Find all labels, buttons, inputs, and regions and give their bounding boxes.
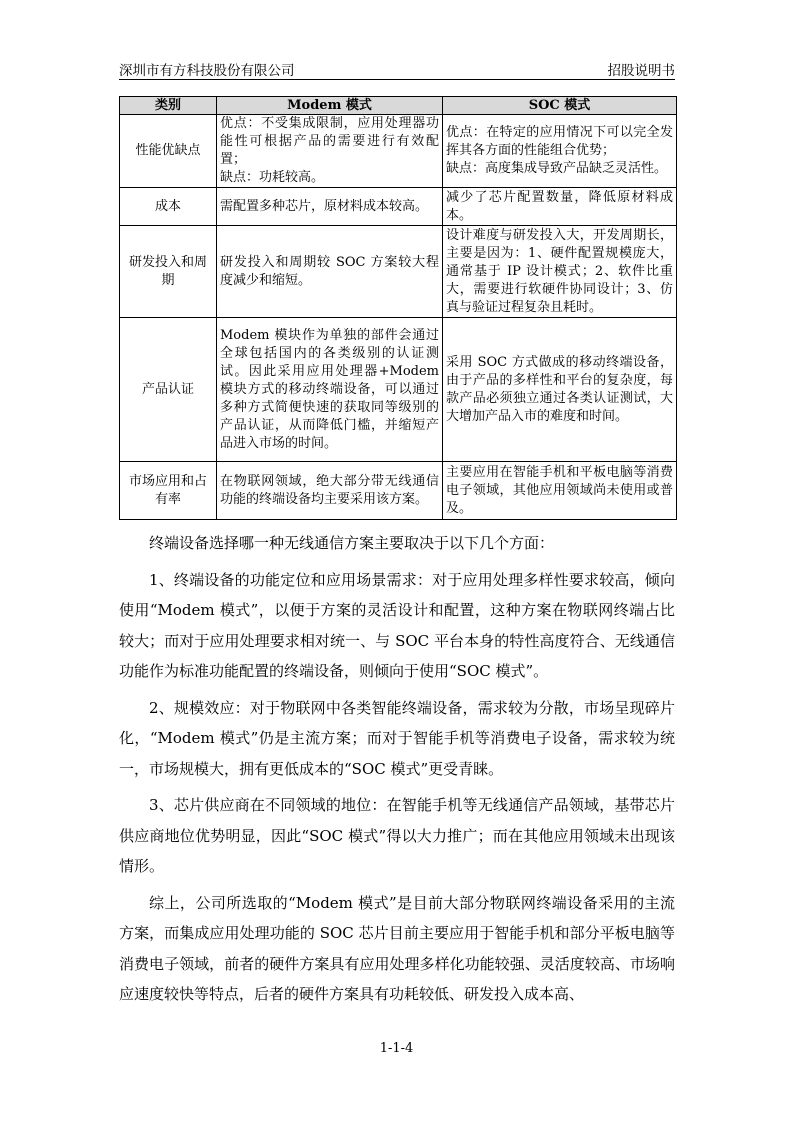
paragraph-factor-2: 2、规模效应：对于物联网中各类智能终端设备，需求较为分散，市场呈现碎片化，“Modem 模式”仍是主流方案；而对于智能手机等消费电子设备，需求较为统一，市场规模大，拥有更低成本的“SOC 模式”更受青睐。 — [119, 698, 675, 778]
page-header — [119, 57, 675, 80]
comparison-table — [119, 96, 677, 520]
soc-cell — [443, 226, 677, 318]
cell-line: 缺点：高度集成导致产品缺乏灵活性。 — [446, 161, 668, 176]
cell-line: 设计难度与研发投入大，开发周期长，主要是因为：1、硬件配置规模庞大，通常基于 IP 设计模式；2、软件比重大，需要进行软硬件协同设计；3、仿真与验证过程复杂且耗时。 — [446, 227, 673, 315]
table-row — [120, 226, 677, 318]
cell-line: 优点：在特定的应用情况下可以完全发挥其各方面的性能组合优势； — [446, 125, 673, 158]
cell-line: 研发投入和周期较 SOC 方案较大程度减少和缩短。 — [220, 254, 439, 288]
cell-line: 需配置多种芯片，原材料成本较高。 — [220, 198, 429, 214]
table-row — [120, 115, 677, 188]
column-header-modem: Modem 模式 — [217, 97, 443, 115]
paragraph-factor-3: 3、芯片供应商在不同领域的地位：在智能手机等无线通信产品领域，基带芯片供应商地位优势明显，因此“SOC 模式”得以大力推广；而在其他应用领域未出现该情形。 — [119, 796, 675, 875]
paragraph-intro: 终端设备选择哪一种无线通信方案主要取决于以下几个方面： — [149, 534, 555, 552]
column-header-category: 类别 — [120, 97, 217, 115]
paragraph-factor-1: 1、终端设备的功能定位和应用场景需求：对于应用处理多样性要求较高，倾向使用“Modem 模式”，以便于方案的灵活设计和配置，这种方案在物联网终端占比较大；而对于应用处理要求相对统一、与 SOC 平台本身的特性高度符合、无线通信功能作为标准功能配置的终端设备，则倾向于使用“SOC 模式”。 — [119, 570, 675, 680]
modem-cell — [217, 226, 443, 318]
cell-line: 缺点：功耗较高。 — [220, 170, 325, 185]
paragraph-summary: 综上，公司所选取的“Modem 模式”是目前大部分物联网终端设备采用的主流方案，而集成应用处理功能的 SOC 芯片目前主要应用于智能手机和部分平板电脑等消费电子领域，前者的硬件方案具有应用处理多样化功能较强、灵活度较高、市场响应速度较快等特点，后者的硬件方案具有功耗较低、研发投入成本高、 — [119, 893, 675, 1003]
modem-cell — [217, 318, 443, 462]
table-row — [120, 318, 677, 462]
cell-line: 采用 SOC 方式做成的移动终端设备，由于产品的多样性和平台的复杂度，每款产品必须独立通过各类认证测试，大大增加产品入市的难度和时间。 — [446, 354, 673, 424]
modem-cell — [217, 188, 443, 226]
soc-cell — [443, 188, 677, 226]
row-category: 研发投入和周期 — [120, 226, 217, 318]
soc-cell — [443, 462, 677, 520]
table-row — [120, 462, 677, 520]
soc-cell — [443, 318, 677, 462]
soc-cell — [443, 115, 677, 188]
cell-line: 减少了芯片配置数量，降低原材料成本。 — [446, 189, 673, 223]
row-category: 产品认证 — [120, 318, 217, 462]
row-category: 性能优缺点 — [120, 115, 217, 188]
row-category: 市场应用和占有率 — [120, 462, 217, 520]
document-type: 招股说明书 — [607, 63, 675, 79]
modem-cell — [217, 462, 443, 520]
cell-line: 优点：不受集成限制，应用处理器功能性可根据产品的需要进行有效配置； — [220, 116, 439, 167]
cell-line: Modem 模块作为单独的部件会通过全球包括国内的各类级别的认证测试。因此采用应用处理器+Modem 模块方式的移动终端设备，可以通过多种方式简便快速的获取同等级别的产品认证，从而降低门槛，并缩短产品进入市场的时间。 — [220, 327, 439, 451]
row-category: 成本 — [120, 188, 217, 226]
page-number: 1-1-4 — [379, 1041, 414, 1056]
body-text — [119, 528, 675, 1010]
company-name: 深圳市有方科技股份有限公司 — [119, 63, 295, 79]
table-row — [120, 188, 677, 226]
cell-line: 在物联网领域，绝大部分带无线通信功能的终端设备均主要采用该方案。 — [220, 473, 439, 507]
column-header-soc: SOC 模式 — [443, 97, 677, 115]
cell-line: 主要应用在智能手机和平板电脑等消费电子领域，其他应用领域尚未使用或普及。 — [446, 464, 673, 516]
table-header-row — [120, 97, 677, 115]
modem-cell — [217, 115, 443, 188]
